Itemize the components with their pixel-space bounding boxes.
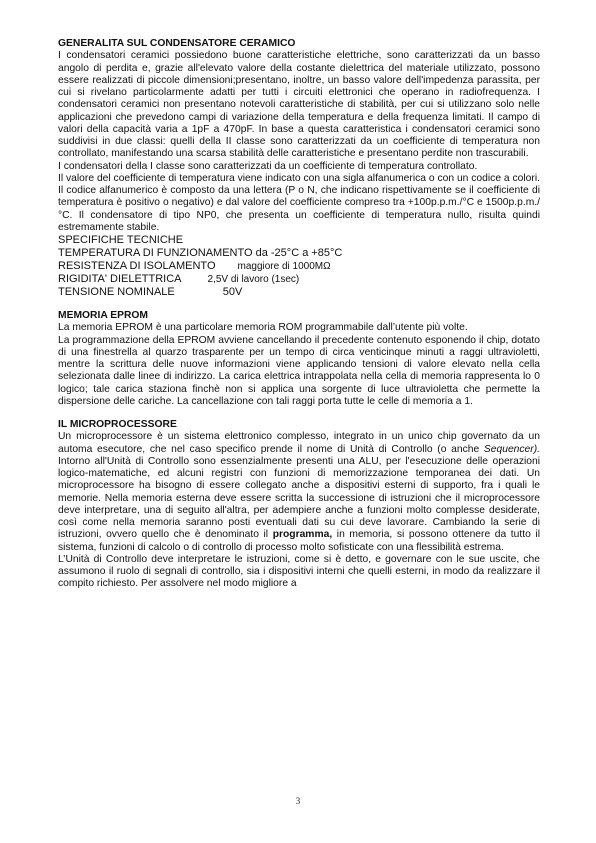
paragraph: La memoria EPROM è una particolare memoria ROM programmabile dall’utente più volte. — [58, 322, 468, 334]
section-gap — [58, 408, 540, 419]
spec-label: RESISTENZA DI ISOLAMENTO — [58, 260, 216, 272]
text-run: Intorno all'Unità di Controllo sono essenzialmente presenti una ALU, per l'esecuzione delle operazioni logico-matematiche, ed alcuni registri con funzioni di memorizzazione temporanea dei dati. Un microprocessore ha bisogno di essere collegato anche a dispositivi esterni di supporto, fra i quali le memorie. Nella memoria esterna deve essere scritta la successione di istruzioni che il microprocessore deve interpretare, una di seguito all'altra, per adempiere anche a funzioni molto complesse desiderate, così come nella memoria saranno posti eventuali dati su cui deve lavorare. Cambiando la serie di istruzioni, ovvero quello che è denominato il — [58, 455, 540, 541]
spec-value: 50V — [222, 286, 243, 298]
spec-label: RIGIDITA' DIELETTRICA — [58, 273, 182, 285]
bold-text: programma, — [272, 529, 333, 541]
spec-value: maggiore di 1000MΩ — [237, 261, 331, 272]
section-title-eprom: MEMORIA EPROM — [58, 310, 149, 321]
paragraph — [58, 431, 540, 554]
spec-value: 2,5V di lavoro (1sec) — [207, 274, 300, 285]
section-gap — [58, 299, 540, 310]
paragraph: I condensatori ceramici possiedono buone caratteristiche elettriche, sono caratterizzati da un basso angolo di perdita e, grazie all'elevato valore della costante dielettrica del materiale utilizzato, possono essere realizzati di piccole dimensioni;presentano, inoltre, un basso valore dell'impedenza parassita, per cui si rivelano particolarmente adatti per tutti i circuiti elettronici che operano in radiofrequenza. I condensatori ceramici non presentano notevoli caratteristiche di stabilità, per cui si utilizzano solo nelle applicazioni che prevedono campi di variazione della temperatura e della frequenza limitati. Il campo di valori della capacità varia a 1pF a 470pF. In base a questa caratteristica i condensatori ceramici sono suddivisi in due classi: quelli della II classe sono caratterizzati da un coefficiente di temperatura non controllato, manifestando una scarsa stabilità delle caratteristiche e presentano perdite non trascurabili. — [58, 50, 540, 160]
section-title-microprocessore: IL MICROPROCESSORE — [58, 419, 177, 430]
specs-heading: SPECIFICHE TECNICHE — [58, 234, 184, 246]
paragraph: La programmazione della EPROM avviene cancellando il precedente contenuto esponendo il chip, dotato di una finestrella al quarzo trasparente per un tempo di circa venticinque minuti a raggi ultravioletti, mentre la scrittura delle nuove informazioni viene applicando tensioni di valore elevato nella cella selezionata dalle linee di indirizzo. La carica elettrica intrappolata nella cella di memoria rappresenta lo 0 logico; tale carica staziona finchè non si applica una sorgente di luce ultravioletta che permette la dispersione delle cariche. La cancellazione con tali raggi porta tutte le celle di memoria a 1. — [58, 334, 540, 407]
spec-row — [58, 286, 540, 299]
spec-row — [58, 260, 540, 273]
paragraph: L’Unità di Controllo deve interpretare le istruzioni, come si è detto, e governare con le sue uscite, che assumono il ruolo di segnali di controllo, sia i dispositivi interni che quelli esterni, in modo da realizzare il compito richiesto. Per assolvere nel modo migliore a — [58, 553, 540, 590]
text-run: in memoria, si possono ottenere da tutto il sistema, funzioni di calcolo o di controllo di processo molto sofisticate con una flessibilità estrema. — [58, 529, 541, 553]
italic-text: Sequencer). — [483, 443, 540, 455]
spec-row — [58, 247, 540, 260]
page-number: 3 — [295, 796, 301, 806]
text-run: Un microprocessore è un sistema elettronico complesso, integrato in un unico chip governato da un automa esecutore, che nel caso specifico prende il nome di Unità di Controllo (o anche — [58, 431, 540, 455]
paragraph: I condensatori della I classe sono caratterizzati da un coefficiente di temperatura controllato. — [58, 160, 478, 172]
section-title-condensatore: GENERALITA SUL CONDENSATORE CERAMICO — [58, 38, 296, 49]
document-page — [58, 38, 540, 591]
spec-label: TEMPERATURA DI FUNZIONAMENTO da -25°C a +85°C — [58, 247, 343, 259]
spec-label: TENSIONE NOMINALE — [58, 286, 175, 298]
spec-row — [58, 273, 540, 286]
paragraph: Il valore del coefficiente di temperatura viene indicato con una sigla alfanumerica o con un codice a colori. Il codice alfanumerico è composto da una lettera (P o N, che indicano rispettivamente se il coefficiente di temperatura è positivo o negativo) e dal valore del coefficiente compreso tra +100p.p.m./°C e 1500p.p.m./°C. Il condensatore di tipo NP0, che presenta un coefficiente di temperatura nullo, risulta quindi estremamente stabile. — [58, 172, 540, 233]
